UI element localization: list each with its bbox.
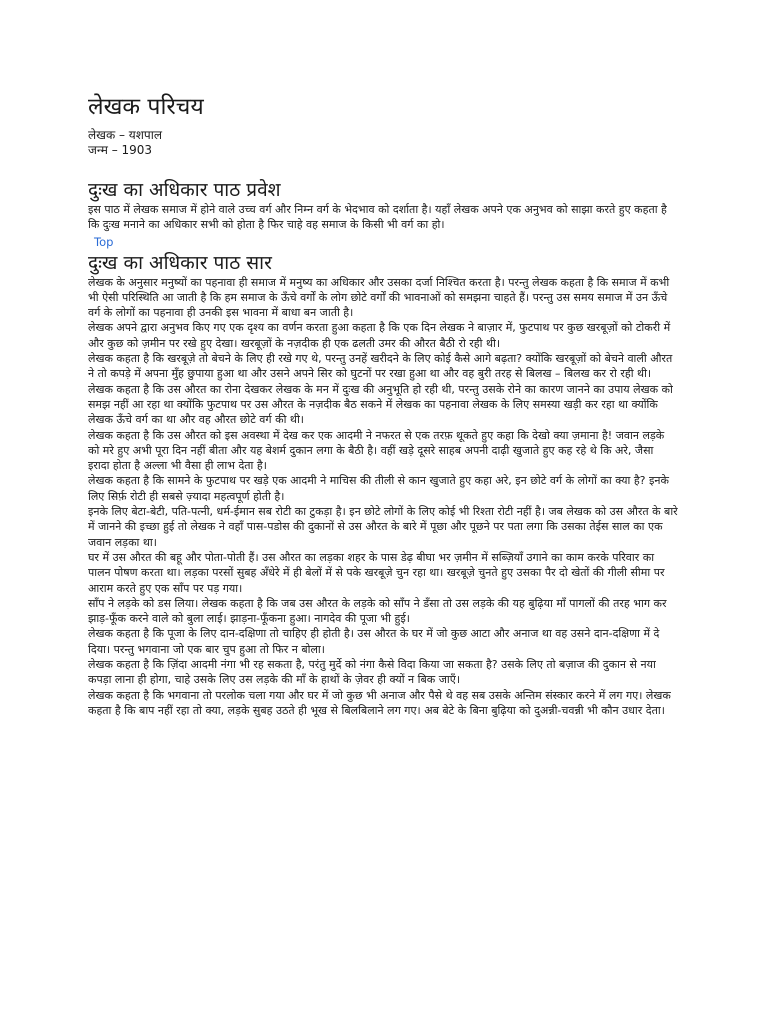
summary-heading: दुःख का अधिकार पाठ सार	[88, 251, 272, 274]
summary-paragraph: लेखक कहता है कि भगवाना तो परलोक चला गया और घर में जो कुछ भी अनाज और पैसे थे वह सब उसके अन्तिम संस्कार करने में लग गए। लेखक कहता है कि बाप नहीं रहा तो क्या, लड़के सुबह उठते ही भूख से बिलबिलाने लग गए। अब बेटे के बिना बुढ़िया को दुअन्नी-चवन्नी भी कौन उधार देता।	[88, 688, 671, 717]
summary-paragraph: लेखक के अनुसार मनुष्यों का पहनावा ही समाज में मनुष्य का अधिकार और उसका दर्जा निश्चित करता है। परन्तु लेखक कहता है कि समाज में कभी भी ऐसी परिस्थिति आ जाती है कि हम समाज के ऊँचे वर्गों के लोग छोटे वर्गों की भावनाओं को समझना चाहते हैं। परन्तु उस समय समाज में उन ऊँचे वर्ग के लोगों का पहनावा ही उनकी इस भावना में बाधा बन जाती है।	[88, 275, 670, 320]
summary-paragraph: लेखक कहता है कि ज़िंदा आदमी नंगा भी रह सकता है, परंतु मुर्दे को नंगा कैसे विदा किया जा सकता है? उसके लिए तो बज़ाज की दुकान से नया कपड़ा लाना ही होगा, चाहे उसके लिए उस लड़के की माँ के हाथों के ज़ेवर ही क्यों न बिक जाएँ।	[88, 658, 656, 687]
page-title: लेखक परिचय	[88, 94, 204, 120]
summary-paragraph: लेखक कहता है कि उस औरत का रोना देखकर लेखक के मन में दुःख की अनुभूति हो रही थी, परन्तु उसके रोने का कारण जानने का उपाय लेखक को समझ नहीं आ रहा था क्योंकि फुटपाथ पर उस औरत के नज़दीक बैठ सकने में लेखक का पहनावा लेखक के लिए समस्या खड़ी कर रहा था क्योंकि लेखक ऊँचे वर्ग का था और वह औरत छोटे वर्ग की थी।	[88, 382, 673, 427]
summary-paragraph: लेखक कहता है कि उस औरत को इस अवस्था में देख कर एक आदमी ने नफरत से एक तरफ़ थूकते हुए कहा कि देखो क्या ज़माना है! जवान लड़के को मरे हुए अभी पूरा दिन नहीं बीता और यह बेशर्म दुकान लगा के बैठी है। वहीं खड़े दूसरे साहब अपनी दाढ़ी खुजाते हुए कह रहे थे कि अरे, जैसा इरादा होता है अल्ला भी वैसा ही लाभ देता है।	[88, 428, 665, 473]
author-line: लेखक – यशपाल	[88, 128, 162, 142]
top-link[interactable]: Top	[94, 234, 114, 249]
intro-paragraph: इस पाठ में लेखक समाज में होने वाले उच्च वर्ग और निम्न वर्ग के भेदभाव को दर्शाता है। यहाँ लेखक अपने एक अनुभव को साझा करते हुए कहता है कि दुःख मनाने का अधिकार सभी को होता है फिर चाहे वह समाज के किसी भी वर्ग का हो।	[88, 203, 667, 232]
summary-paragraph: लेखक अपने द्वारा अनुभव किए गए एक दृश्य का वर्णन करता हुआ कहता है कि एक दिन लेखक ने बाज़ार में, फुटपाथ पर कुछ खरबूज़ों को टोकरी में और कुछ को ज़मीन पर रखे हुए देखा। खरबूज़ों के नज़दीक ही एक ढलती उमर की औरत बैठी रो रही थी।	[88, 321, 671, 350]
summary-paragraph: लेखक कहता है कि सामने के फुटपाथ पर खड़े एक आदमी ने माचिस की तीली से कान खुजाते हुए कहा अरे, इन छोटे वर्ग के लोगों का क्या है? इनके लिए सिर्फ़ रोटी ही सबसे ज़्यादा महत्वपूर्ण होती है।	[88, 474, 669, 503]
summary-paragraph: घर में उस औरत की बहू और पोता-पोती हैं। उस औरत का लड़का शहर के पास डेढ़ बीघा भर ज़मीन में सब्ज़ियाँ उगाने का काम करके परिवार का पालन पोषण करता था। लड़का परसों सुबह अँधेरे में ही बेलों में से पके खरबूज़े चुन रहा था। खरबूज़े चुनते हुए उसका पैर दो खेतों की गीली सीमा पर आराम करते हुए एक साँप पर पड़ गया।	[88, 550, 665, 595]
summary-paragraph: लेखक कहता है कि खरबूज़े तो बेचने के लिए ही रखे गए थे, परन्तु उनहें खरीदने के लिए कोई कैसे आगे बढ़ता? क्योंकि खरबूज़ों को बेचने वाली औरत ने तो कपड़े में अपना मुँह छुपाया हुआ था और उसने अपने सिर को घुटनों पर रखा हुआ था और वह बुरी तरह से बिलख – बिलख कर रो रही थी।	[88, 352, 673, 381]
summary-paragraph: इनके लिए बेटा-बेटी, पति-पत्नी, धर्म-ईमान सब रोटी का टुकड़ा है। इन छोटे लोगों के लिए कोई भी रिश्ता रोटी नहीं है। जब लेखक को उस औरत के बारे में जानने की इच्छा हुई तो लेखक ने वहाँ पास-पडोस की दुकानों से उस औरत के बारे में पूछा और पूछने पर पता लगा कि उसका तेईस साल का एक जवान लड़का था।	[88, 505, 678, 549]
document-content	[88, 92, 678, 718]
summary-paragraph: लेखक कहता है कि पूजा के लिए दान-दक्षिणा तो चाहिए ही होती है। उस औरत के घर में जो कुछ आटा और अनाज था वह उसने दान-दक्षिणा में दे दिया। परन्तु भगवाना जो एक बार चुप हुआ तो फिर न बोला।	[88, 627, 660, 656]
birth-line: जन्म – 1903	[88, 143, 153, 157]
intro-heading: दुःख का अधिकार पाठ प्रवेश	[88, 179, 281, 201]
spacer	[88, 158, 678, 178]
summary-paragraph: साँप ने लड़के को डस लिया। लेखक कहता है कि जब उस औरत के लड़के को साँप ने डँसा तो उस लड़के की यह बुढ़िया माँ पागलों की तरह भाग कर झाड़-फूँक करने वाले को बुला लाई। झाड़ना-फूँकना हुआ। नागदेव की पूजा भी हुई।	[88, 596, 667, 626]
